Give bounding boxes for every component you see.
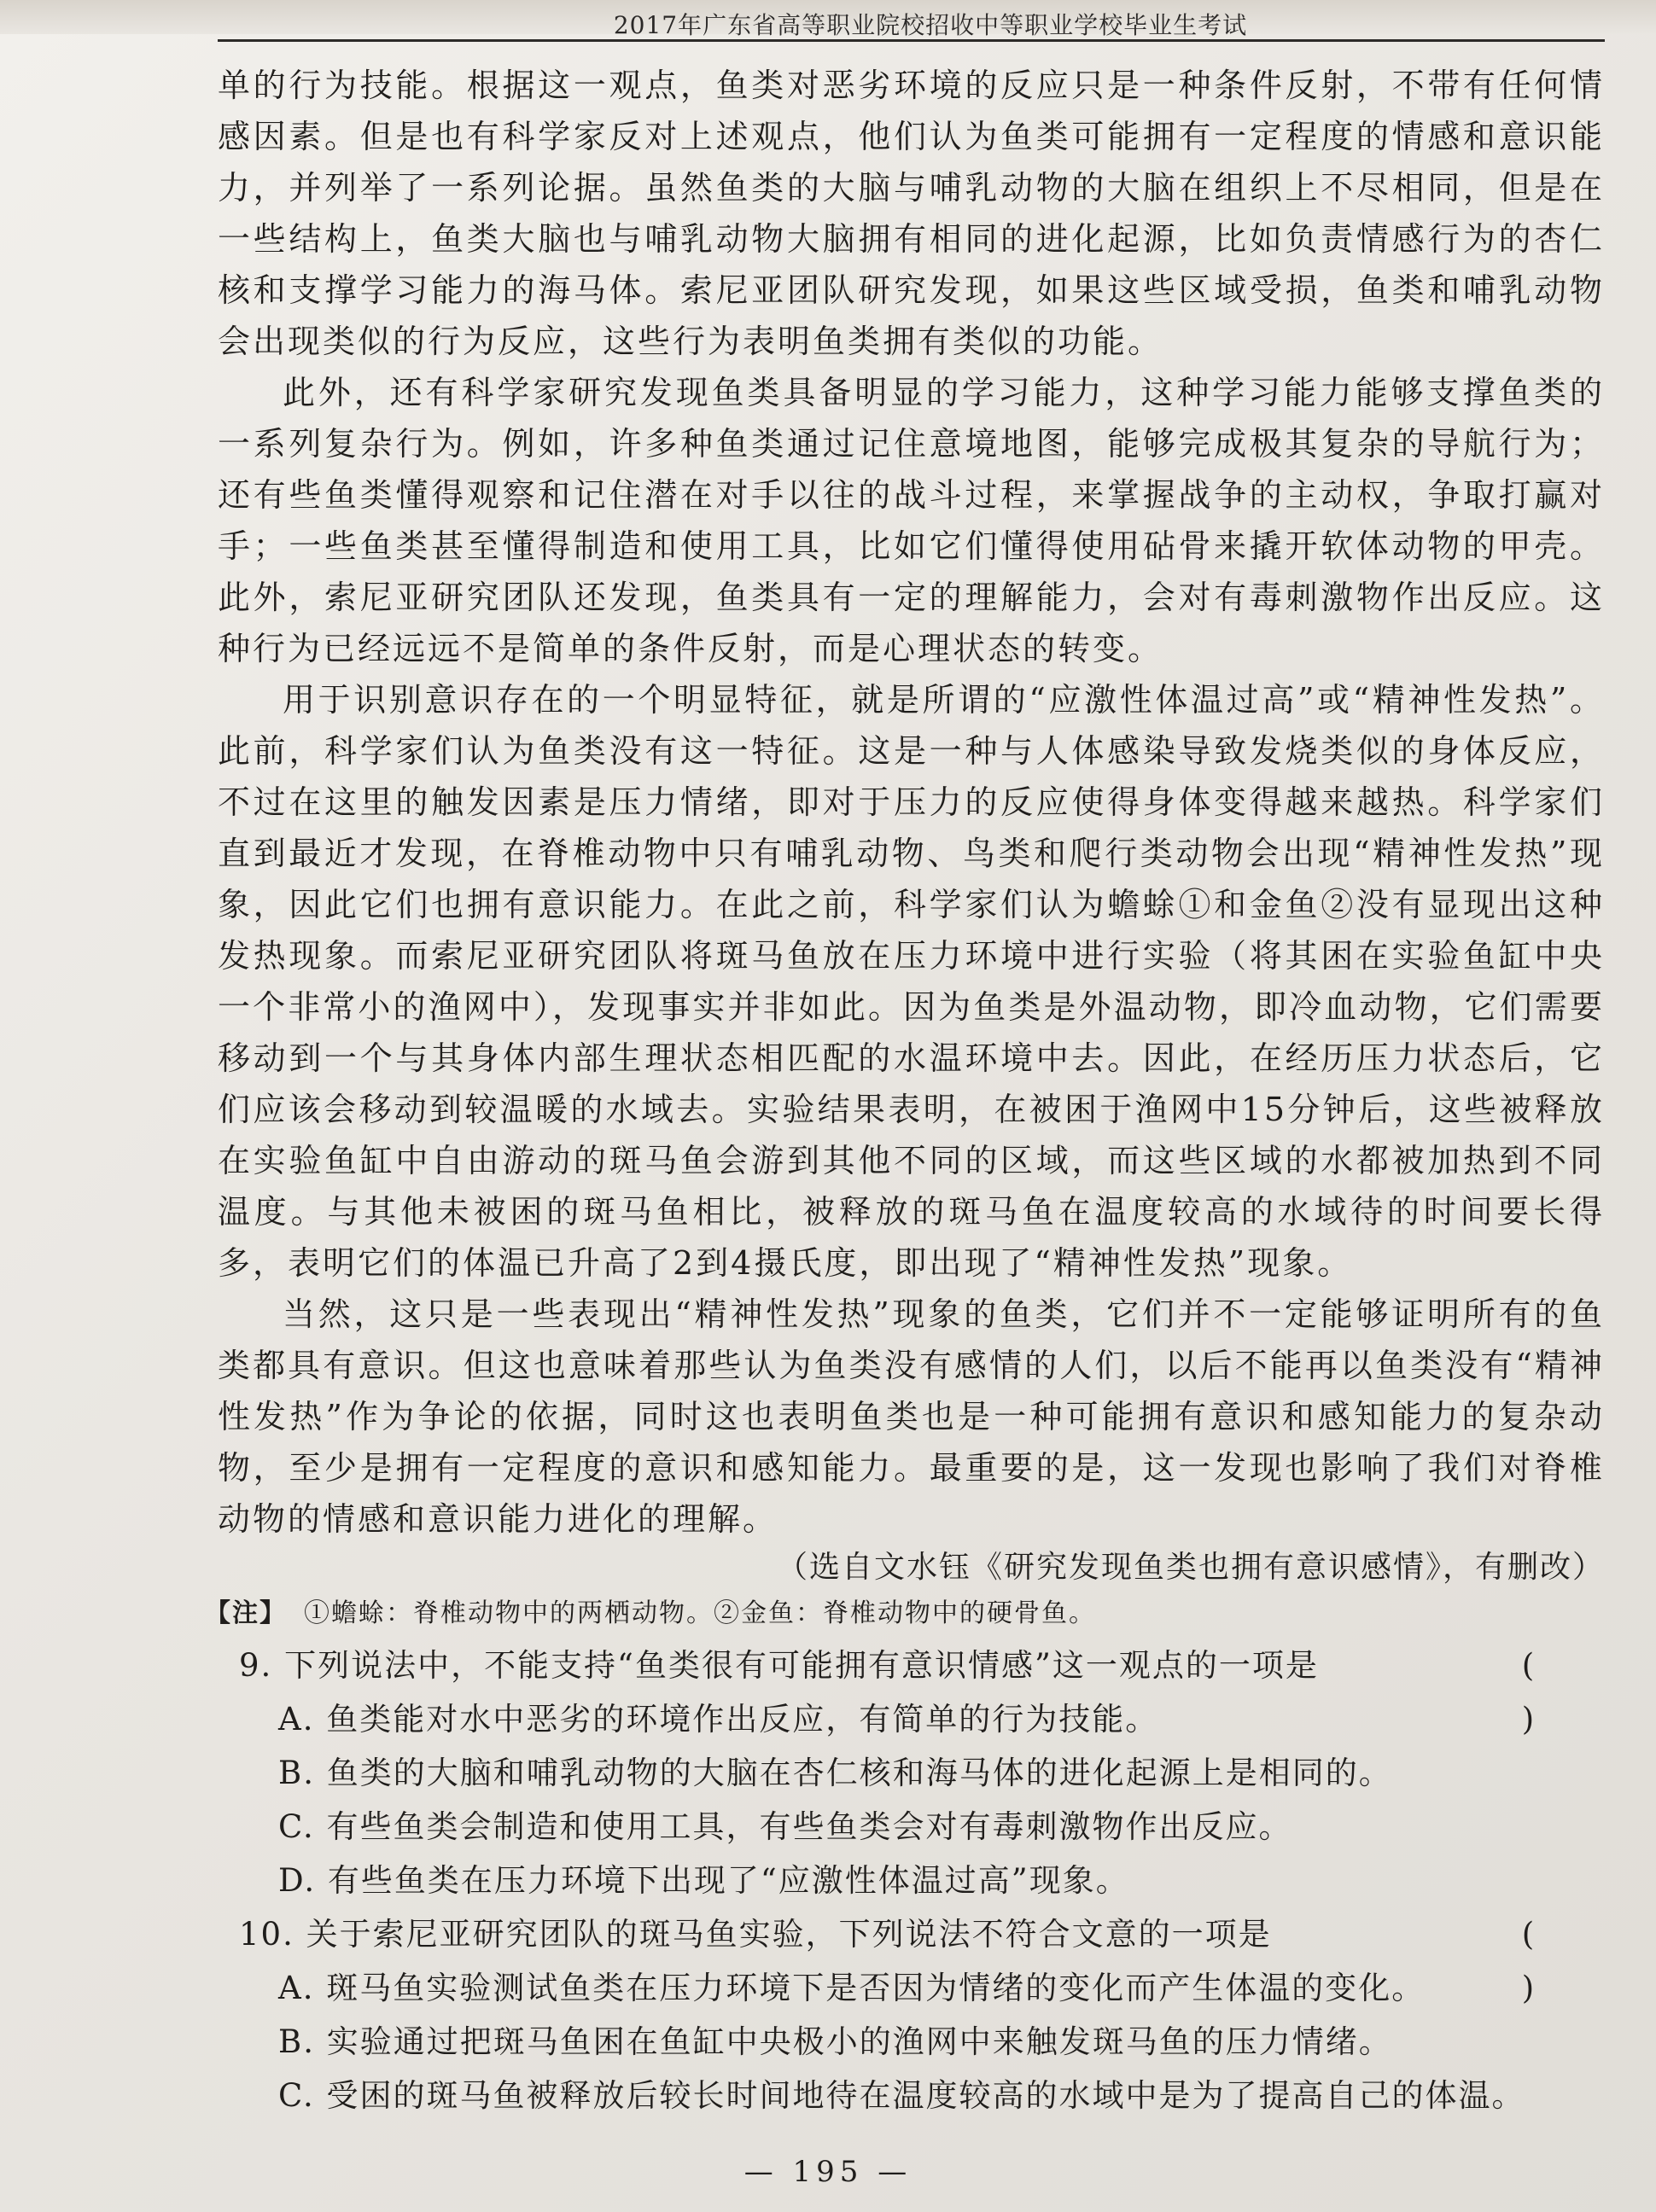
reading-passage [218,60,1605,1545]
passage-paragraph-4: 当然，这只是一些表现出“精神性发热”现象的鱼类，它们并不一定能够证明所有的鱼类都具有意识。但这也意味着那些认为鱼类没有感情的人们，以后不能再以鱼类没有“精神性发热”作为争论的依据，同时这也表明鱼类也是一种可能拥有意识和感知能力的复杂动物，至少是拥有一定程度的意识和感知能力。最重要的是，这一发现也影响了我们对脊椎动物的情感和意识能力进化的理解。 [218,1295,1605,1538]
option-a: A. 鱼类能对水中恶劣的环境作出反应，有简单的行为技能。 [278,1701,1159,1738]
note-text: ①蟾蜍：脊椎动物中的两栖动物。②金鱼：脊椎动物中的硬骨鱼。 [304,1598,1096,1628]
option-c: C. 有些鱼类会制造和使用工具，有些鱼类会对有毒刺激物作出反应。 [278,1808,1292,1845]
answer-blank[interactable]: ( ) [1521,1647,1569,1738]
passage-paragraph-1: 单的行为技能。根据这一观点，鱼类对恶劣环境的反应只是一种条件反射，不带有任何情感因素。但是也有科学家反对上述观点，他们认为鱼类可能拥有一定程度的情感和意识能力，并列举了一系列论据。虽然鱼类的大脑与哺乳动物的大脑在组织上不尽相同，但是在一些结构上，鱼类大脑也与哺乳动物大脑拥有相同的进化起源，比如负责情感行为的杏仁核和支撑学习能力的海马体。索尼亚团队研究发现，如果这些区域受损，鱼类和哺乳动物会出现类似的行为反应，这些行为表明鱼类拥有类似的功能。 [218,67,1605,360]
annotation-note [205,1592,1605,1629]
passage-paragraph-3: 用于识别意识存在的一个明显特征，就是所谓的“应激性体温过高”或“精神性发热”。此前，科学家们认为鱼类没有这一特征。这是一种与人体感染导致发烧类似的身体反应，不过在这里的触发因素是压力情绪，即对于压力的反应使得身体变得越来越热。科学家们直到最近才发现，在脊椎动物中只有哺乳动物、鸟类和爬行类动物会出现“精神性发热”现象，因此它们也拥有意识能力。在此之前，科学家们认为蟾蜍①和金鱼②没有显现出这种发热现象。而索尼亚研究团队将斑马鱼放在压力环境中进行实验（将其困在实验鱼缸中央一个非常小的渔网中），发现事实并非如此。因为鱼类是外温动物，即冷血动物，它们需要移动到一个与其身体内部生理状态相匹配的水温环境中去。因此，在经历压力状态后，它们应该会移动到较温暖的水域去。实验结果表明，在被困于渔网中15分钟后，这些被释放在实验鱼缸中自由游动的斑马鱼会游到其他不同的区域，而这些区域的水都被加热到不同温度。与其他未被困的斑马鱼相比，被释放的斑马鱼在温度较高的水域待的时间要长得多，表明它们的体温已升高了2到4摄氏度，即出现了“精神性发热”现象。 [218,681,1605,1282]
question-10 [239,1907,1605,2122]
question-9 [239,1639,1605,1907]
passage-paragraph-2: 此外，还有科学家研究发现鱼类具备明显的学习能力，这种学习能力能够支撑鱼类的一系列复杂行为。例如，许多种鱼类通过记住意境地图，能够完成极其复杂的导航行为；还有些鱼类懂得观察和记住潜在对手以往的战斗过程，来掌握战争的主动权，争取打赢对手；一些鱼类甚至懂得制造和使用工具，比如它们懂得使用砧骨来撬开软体动物的甲壳。此外，索尼亚研究团队还发现，鱼类具有一定的理解能力，会对有毒刺激物作出反应。这种行为已经远远不是简单的条件反射，而是心理状态的转变。 [218,374,1605,667]
question-list [239,1639,1605,2122]
option-b: B. 实验通过把斑马鱼困在鱼缸中央极小的渔网中来触发斑马鱼的压力情绪。 [278,2023,1392,2060]
answer-blank[interactable]: ( ) [1521,1916,1569,2006]
note-label: 【注】 [205,1598,287,1628]
header-rule [218,39,1605,42]
option-d: D. 有些鱼类在压力环境下出现了“应激性体温过高”现象。 [278,1862,1129,1899]
page-number: — 195 — [743,2155,913,2189]
page-header: 2017年广东省高等职业院校招收中等职业学校毕业生考试 [613,11,1248,39]
passage-source: （选自文水钰《研究发现鱼类也拥有意识感情》，有删改） [776,1550,1605,1585]
question-stem: 10. 关于索尼亚研究团队的斑马鱼实验，下列说法不符合文意的一项是 [239,1916,1272,1953]
option-b: B. 鱼类的大脑和哺乳动物的大脑在杏仁核和海马体的进化起源上是相同的。 [278,1755,1392,1791]
option-a: A. 斑马鱼实验测试鱼类在压力环境下是否因为情绪的变化而产生体温的变化。 [278,1970,1426,2006]
option-c: C. 受困的斑马鱼被释放后较长时间地待在温度较高的水域中是为了提高自己的体温。 [278,2077,1525,2114]
question-stem: 9. 下列说法中，不能支持“鱼类很有可能拥有意识情感”这一观点的一项是 [239,1647,1319,1684]
